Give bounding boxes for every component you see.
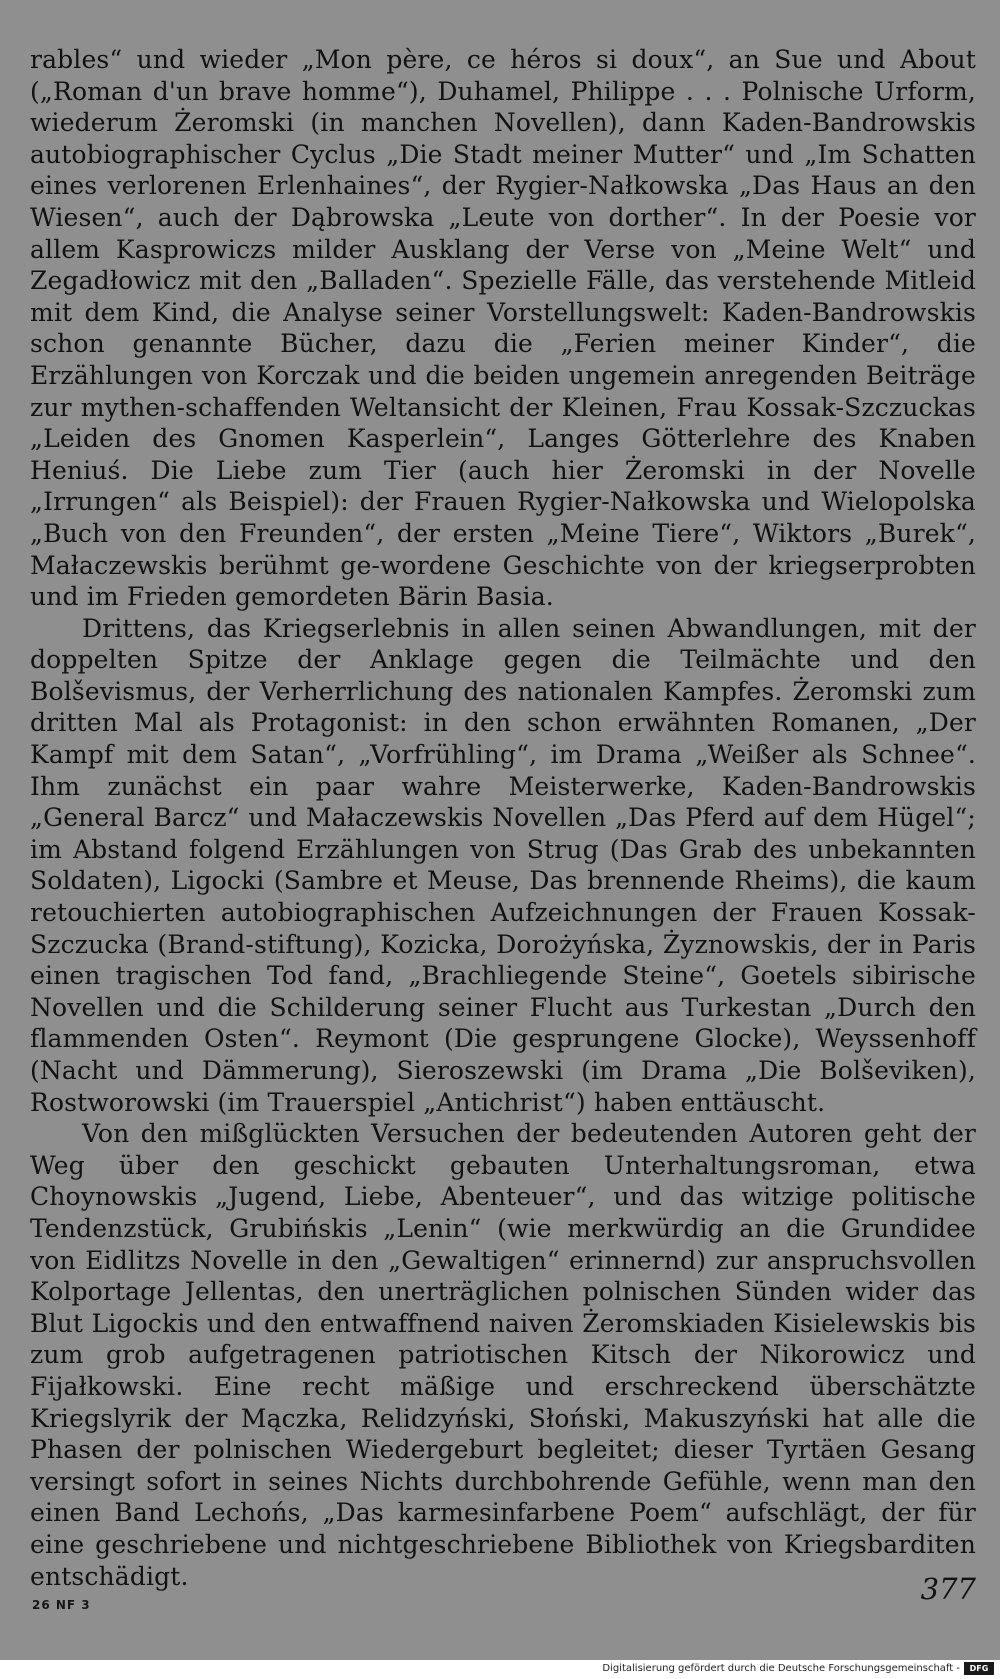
page-number: 377 xyxy=(920,1572,976,1606)
paragraph-1: rables“ und wieder „Mon père, ce héros si doux“, an Sue und About („Roman d'un brave homme“), Duhamel, Philippe . . . Polnische Urform, wiederum Żeromski (in manchen Novellen), dann Kaden-Bandrowskis autobiographischer Cyclus „Die Stadt meiner Mutter“ und „Im Schatten eines verlorenen Erlenhaines“, der Rygier-Nałkowska „Das Haus an den Wiesen“, auch der Dąbrowska „Leute von dorther“. In der Poesie vor allem Kasprowiczs milder Ausklang der Verse von „Meine Welt“ und Zegadłowicz mit den „Balladen“. Spezielle Fälle, das verstehende Mitleid mit dem Kind, die Analyse seiner Vorstellungswelt: Kaden-Bandrowskis schon genannte Bücher, dazu die „Ferien meiner Kinder“, die Erzählungen von Korczak und die beiden ungemein anregenden Beiträge zur mythen-schaffenden Weltansicht der Kleinen, Frau Kossak-Szczuckas „Leiden des Gnomen Kasperlein“, Langes Götterlehre des Knaben Heniuś. Die Liebe zum Tier (auch hier Żeromski in der Novelle „Irrungen“ als Beispiel): der Frauen Rygier-Nałkowska und Wielopolska „Buch von den Freunden“, der ersten „Meine Tiere“, Wiktors „Burek“, Małaczewskis berühmt ge-wordene Geschichte von der kriegserprobten und im Frieden gemordeten Bärin Basia. xyxy=(30,45,976,612)
paragraph-3: Von den mißglückten Versuchen der bedeutenden Autoren geht der Weg über den geschickt gebauten Unterhaltungsroman, etwa Choynowskis „Jugend, Liebe, Abenteuer“, und das witzige politische Tendenzstück, Grubińskis „Lenin“ (wie merkwürdig an die Grundidee von Eidlitzs Novelle in den „Gewaltigen“ erinnernd) zur anspruchsvollen Kolportage Jellentas, den unerträglichen polnischen Sünden wider das Blut Ligockis und den entwaffnend naiven Żeromskiaden Kisielewskis bis zum grob aufgetragenen patriotischen Kitsch der Nikorowicz und Fijałkowski. Eine recht mäßige und erschreckend überschätzte Kriegslyrik der Mączka, Relidzyński, Słoński, Makuszyński hat alle die Phasen der polnischen Wiedergeburt begleitet; dieser Tyrtäen Gesang versingt sofort in seines Nichts durchbohrende Gefühle, wenn man den einen Band Lechońs, „Das karmesinfarbene Poem“ aufschlägt, der für eine geschriebene und nichtgeschriebene Bibliothek von Kriegsbarditen entschädigt. xyxy=(30,1119,976,1591)
dfg-logo: DFG xyxy=(964,1662,994,1675)
signature-mark: 26 NF 3 xyxy=(32,1598,91,1612)
footer-credit: Digitalisierung gefördert durch die Deutsche Forschungsgemeinschaft - xyxy=(602,1663,960,1674)
body-text xyxy=(30,44,976,1592)
paragraph-2: Drittens, das Kriegserlebnis in allen seinen Abwandlungen, mit der doppelten Spitze der Anklage gegen die Teilmächte und den Bolševismus, der Verherrlichung des nationalen Kampfes. Żeromski zum dritten Mal als Protagonist: in den schon erwähnten Romanen, „Der Kampf mit dem Satan“, „Vorfrühling“, im Drama „Weißer als Schnee“. Ihm zunächst ein paar wahre Meisterwerke, Kaden-Bandrowskis „General Barcz“ und Małaczewskis Novellen „Das Pferd auf dem Hügel“; im Abstand folgend Erzählungen von Strug (Das Grab des unbekannten Soldaten), Ligocki (Sambre et Meuse, Das brennende Rheims), die kaum retouchierten autobiographischen Aufzeichnungen der Frauen Kossak-Szczucka (Brand-stiftung), Kozicka, Dorożyńska, Żyznowskis, der in Paris einen tragischen Tod fand, „Brachliegende Steine“, Goetels sibirische Novellen und die Schilderung seiner Flucht aus Turkestan „Durch den flammenden Osten“. Reymont (Die gesprungene Glocke), Weyssenhoff (Nacht und Dämmerung), Sieroszewski (im Drama „Die Bolševiken), Rostworowski (im Trauerspiel „Antichrist“) haben enttäuscht. xyxy=(30,613,976,1117)
